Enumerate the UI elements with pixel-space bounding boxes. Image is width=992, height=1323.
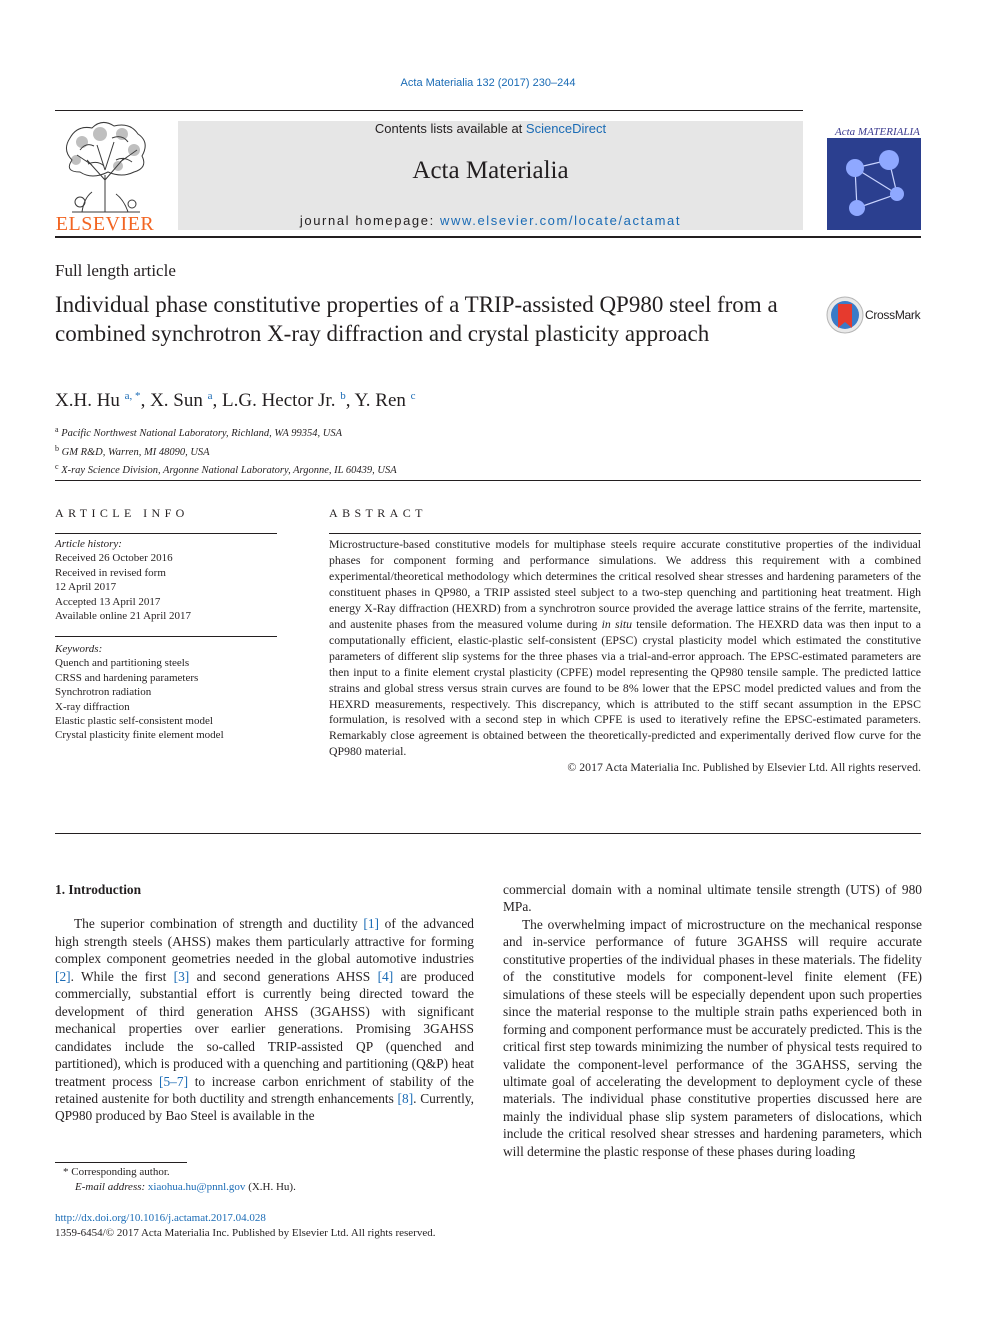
crossmark-icon (826, 296, 864, 334)
abstract-text (329, 537, 921, 776)
email-link[interactable]: xiaohua.hu@pnnl.gov (147, 1181, 246, 1193)
crossmark-label: CrossMark (865, 308, 921, 322)
email-note (55, 1180, 474, 1195)
affiliation-item (55, 460, 397, 479)
keyword-item: X-ray diffraction (55, 700, 130, 713)
author-affil-sup[interactable]: a, * (124, 390, 141, 402)
doi-link[interactable]: http://dx.doi.org/10.1016/j.actamat.2017.04.028 (55, 1212, 266, 1224)
author-list (55, 390, 416, 412)
keyword-item: Synchrotron radiation (55, 686, 152, 699)
body-left-column (55, 881, 474, 1125)
abstract-italic: in situ (601, 616, 633, 631)
paragraph-text: of the advanced high strength steels (AHSS) makes them particularly attractive for forming complex component geometries needed in the global automotive industries (55, 916, 474, 967)
journal-title: Acta Materialia (412, 157, 569, 184)
keyword-item: Crystal plasticity finite element model (55, 729, 224, 742)
reference-link[interactable]: [1] (363, 916, 379, 932)
paragraph-text: The superior combination of strength and ductility (74, 916, 364, 932)
affiliation-text: Pacific Northwest National Laboratory, Richland, WA 99354, USA (61, 428, 343, 439)
footnote-rule (55, 1162, 187, 1163)
affiliation-text: X-ray Science Division, Argonne National Laboratory, Argonne, IL 60439, USA (61, 465, 397, 476)
author-name[interactable]: L.G. Hector Jr. (222, 390, 336, 411)
author-separator: , (345, 390, 355, 411)
abstract-heading: ABSTRACT (329, 506, 427, 520)
affiliation-item (55, 423, 397, 442)
issn-line: 1359-6454/© 2017 Acta Materialia Inc. Published by Elsevier Ltd. All rights reserved. (55, 1227, 436, 1239)
paragraph-text: to increase carbon enrichment of stability of the retained austenite for both ductility and strength enhancements (55, 1073, 474, 1106)
history-label: Article history: (55, 538, 122, 550)
history-item: Accepted 13 April 2017 (55, 595, 161, 608)
abstract-segment: Microstructure-based constitutive models for multiphase steels require accurate constitutive properties of the individual phases for component forming and performance simulations. We address this requirement with a combined experimental/theoretical methodology which determines the critical resolved shear stresses and hardening parameters of the constituent phases in QP980, a TRIP assisted steel subject to a two-step quenching and partitioning heat treatment. High energy X-Ray diffraction (HEXRD) from a synchrotron source provided the average lattice strains of the ferrite, martensite, and austenite phases from the measured volume during (329, 537, 921, 631)
intro-paragraph (55, 915, 474, 1124)
paragraph-text: . While the first (70, 968, 174, 984)
email-label: E-mail address: (75, 1181, 148, 1193)
reference-link[interactable]: [8] (397, 1090, 414, 1106)
body-right-column (503, 881, 922, 1160)
homepage-line (178, 213, 803, 228)
masthead-rule (55, 236, 921, 238)
article-title: Individual phase constitutive properties of a TRIP-assisted QP980 steel from a combined synchrotron X-ray diffraction and crystal plasticity approach (55, 292, 778, 346)
corresponding-author-note: * Corresponding author. (63, 1166, 170, 1178)
affiliation-text: GM R&D, Warren, MI 48090, USA (61, 446, 210, 458)
history-item: 12 April 2017 (55, 581, 117, 594)
keywords (55, 642, 277, 743)
affiliation-sup: b (55, 443, 59, 453)
keywords-label: Keywords: (55, 643, 103, 655)
abstract-body (329, 537, 921, 760)
history-item: Received in revised form (55, 566, 166, 579)
abstract-copyright: © 2017 Acta Materialia Inc. Published by Elsevier Ltd. All rights reserved. (567, 760, 921, 775)
author-separator: , (212, 390, 222, 411)
journal-citation[interactable]: Acta Materialia 132 (2017) 230–244 (400, 77, 576, 89)
intro-paragraph-continued: commercial domain with a nominal ultimate tensile strength (UTS) of 980 MPa. (503, 882, 922, 915)
article-history (55, 537, 277, 623)
journal-masthead (178, 121, 803, 230)
crossmark-badge[interactable] (826, 296, 926, 336)
journal-cover-thumbnail[interactable] (827, 112, 921, 230)
abstract-segment: tensile deformation. The HEXRD data was then input to a computationally efficient, elastic-plastic self-consistent (EPSC) crystal plasticity model which estimated the constitutive parameters of different slip systems for the three phases via a trial-and-error approach. The EPSC-estimated parameters are then input to a finite element crystal plasticity (CPFE) model representing the QP980 tensile sample. The predicted lattice strains and global stress versus strain curves are found to be 8% lower that the EPSC model predicted values and from the HEXRD measurements, respectively. This discrepancy, which is attributed to the stiff secant assumption in the EPSC formulation, is resolved with a second step in which CPFE is used to iteratively refine the EPSC-estimated parameters. Remarkably close agreement is obtained between the theoretically-predicted and experimentally derived flow curve for the QP980 material. (329, 616, 921, 759)
paragraph-text: are produced commercially, substantial effort is currently being directed toward the development of third generation AHSS (3GAHSS) with significant mechanical properties over earlier generations. Promising 3GAHSS candidates include the so-called TRIP-assisted QP (quenched and partitioned), which is produced with a quenching and partitioning (Q&P) heat treatment process (55, 968, 474, 1089)
affiliation-item (55, 442, 397, 461)
sciencedirect-link[interactable]: ScienceDirect (525, 121, 607, 136)
affiliation-sup: a (55, 425, 59, 434)
author-affil-sup[interactable]: c (410, 390, 416, 402)
reference-link[interactable]: [5–7] (159, 1073, 189, 1089)
article-info-heading: ARTICLE INFO (55, 506, 189, 520)
contents-prefix: Contents lists available at (374, 121, 526, 136)
contents-line (178, 121, 803, 136)
author-affil-sup[interactable]: a (207, 390, 213, 402)
author-name[interactable]: X.H. Hu (55, 390, 120, 411)
affiliations (55, 423, 397, 479)
abstract-rule-bottom (55, 833, 921, 834)
history-item: Available online 21 April 2017 (55, 610, 192, 623)
affiliations-rule (55, 480, 921, 481)
keyword-item: Quench and partitioning steels (55, 657, 190, 670)
author-affil-sup[interactable]: b (340, 390, 346, 402)
reference-link[interactable]: [3] (173, 968, 190, 984)
paragraph-text: and second generations AHSS (189, 968, 378, 984)
info-rule-middle (55, 636, 277, 637)
history-item: Received 26 October 2016 (55, 552, 173, 565)
section-heading: 1. Introduction (55, 882, 142, 897)
author-name[interactable]: Y. Ren (354, 390, 406, 411)
doi-block (55, 1211, 435, 1241)
elsevier-tree-icon (52, 120, 158, 214)
article-type: Full length article (55, 261, 176, 280)
keyword-item: CRSS and hardening parameters (55, 671, 199, 684)
info-rule-top (55, 533, 277, 534)
keyword-item: Elastic plastic self-consistent model (55, 715, 213, 728)
abstract-rule-top (329, 533, 921, 534)
footnotes (55, 1165, 474, 1195)
author-separator: , (140, 390, 151, 411)
paragraph-text: . Currently, QP980 produced by Bao Steel is available in the (55, 1090, 474, 1124)
cover-title: Acta MATERIALIA (835, 126, 920, 138)
homepage-prefix: journal homepage: (299, 213, 441, 228)
email-suffix: (X.H. Hu). (245, 1181, 296, 1193)
cover-art-icon (827, 138, 921, 230)
homepage-link[interactable]: www.elsevier.com/locate/actamat (440, 213, 682, 228)
reference-link[interactable]: [4] (377, 968, 394, 984)
elsevier-logo[interactable] (52, 120, 158, 235)
header-rule (55, 110, 803, 111)
reference-link[interactable]: [2] (55, 968, 71, 984)
publisher-name: ELSEVIER (55, 213, 155, 235)
affiliation-sup: c (55, 462, 59, 471)
intro-paragraph: The overwhelming impact of microstructure on the mechanical response and in-service performance of future 3GAHSS will require accurate constitutive properties of the individual phases in these materials. The fidelity of the constitutive models for component-level finite element (FE) simulations of these steels will be especially dependent upon such properties since the material response to the multiple strain paths experienced both in forming and component performance must be accurately predicted. This is the critical first step towards minimizing the number of physical tests required to validate the component-level performance of the 3GAHSS, serving the ultimate goal of accelerating the development to deployment cycle of these materials. The individual phase constitutive properties discussed here are mainly the individual phase slip system parameters of dislocations, which include the critical resolved shear stresses and hardening parameters, which will determine the plastic response of these phases during loading (503, 916, 922, 1159)
author-name[interactable]: X. Sun (150, 390, 203, 411)
